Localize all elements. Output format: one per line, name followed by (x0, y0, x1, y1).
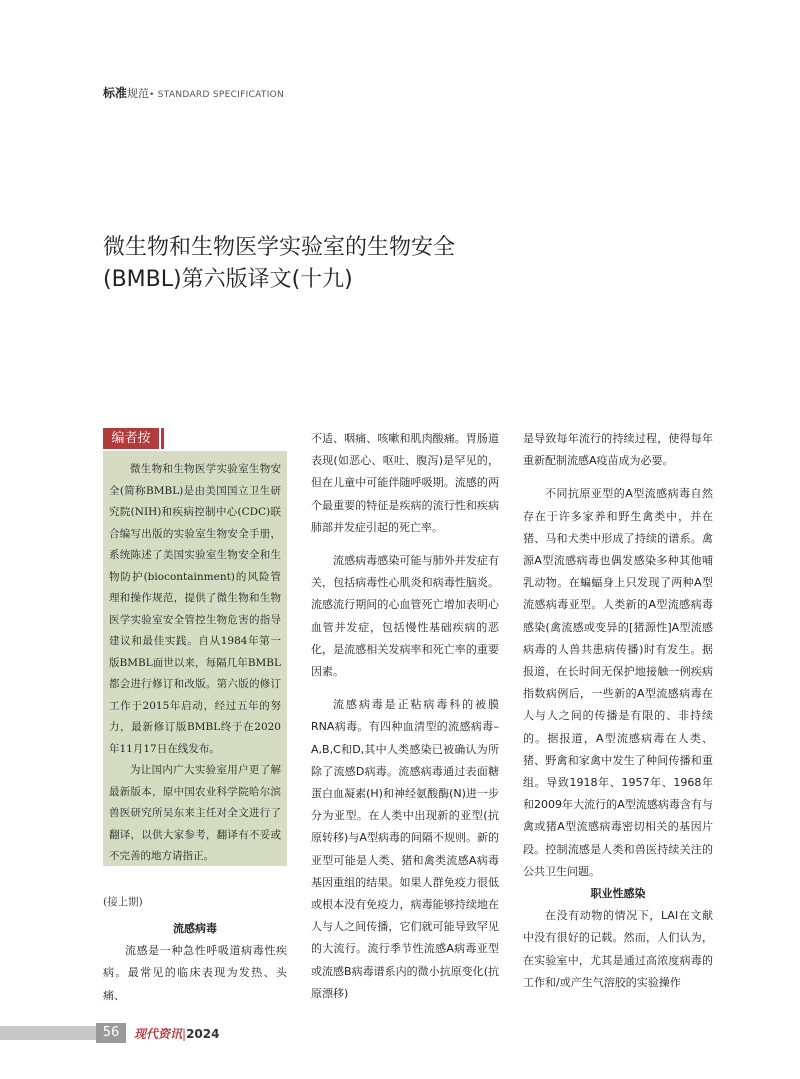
editor-note-label: 编者按 (103, 428, 159, 449)
magazine-name: 现代资讯 (134, 1027, 183, 1041)
col3-paragraph-2: 不同抗原亚型的A型流感病毒自然存在于许多家养和野生禽类中，并在猪、马和犬类中形成了持续的谱系。禽源A型流感病毒也偶发感染多种其他哺乳动物。在蝙蝠身上只发现了两种A型流感病毒亚型。人类新的A型流感病毒感染(禽流感或变异的[猪源性]A型流感病毒的人兽共患病传播)时有发生。据报道，在长时间无保护地接触一例疾病指数病例后，一些新的A型流感病毒在人与人之间的传播是有限的、非持续的。据报道，A型流感病毒在人类、猪、野禽和家禽中发生了种间传播和重组。导致1918年、1957年、1968年和2009年大流行的A型流感病毒含有与禽或猪A型流感病毒密切相关的基因片段。控制流感是人类和兽医持续关注的公共卫生问题。 (523, 487, 713, 878)
footer-separator: | (182, 1027, 187, 1041)
title-line-1: 微生物和生物医学实验室的生物安全 (103, 235, 456, 260)
column-3-text (523, 428, 713, 994)
column-1-text (103, 918, 287, 1007)
editor-note-body (103, 451, 287, 866)
column-header (103, 84, 284, 101)
footer-strip (0, 1026, 96, 1040)
col3-paragraph-1: 是导致每年流行的持续过程，使得每年重新配制流感A疫苗成为必要。 (523, 432, 713, 468)
column-en: • STANDARD SPECIFICATION (149, 90, 285, 100)
section-title-influenza: 流感病毒 (173, 922, 217, 935)
continued-note: (接上期) (103, 896, 143, 908)
footer-magazine (134, 1025, 219, 1042)
section-title-occupational: 职业性感染 (590, 887, 646, 901)
editor-note-label-bar (161, 428, 164, 449)
col2-paragraph-2: 流感病毒感染可能与肺外并发症有关，包括病毒性心肌炎和病毒性脑炎。流感流行期间的心血管死亡增加表明心血管并发症，包括慢性基础疾病的恶化，是流感相关发病率和死亡率的重要因素。 (311, 554, 499, 679)
article-title (103, 232, 455, 296)
page-number: 56 (96, 1023, 126, 1043)
footer-year: 2024 (186, 1027, 220, 1041)
editor-note-box (103, 428, 287, 866)
column-name: 标准 (103, 86, 128, 100)
col1-paragraph-1: 流感是一种急性呼吸道病毒性疾病。最常见的临床表现为发热、头痛、 (103, 944, 287, 1002)
col3-paragraph-3: 在没有动物的情况下，LAI在文献中没有很好的记载。然而，人们认为，在实验室中，尤其是通过高浓度病毒的工作和/或产生气溶胶的实验操作 (523, 909, 713, 989)
editor-note-paragraph-1: 微生物和生物医学实验室生物安全(简称BMBL)是由美国国立卫生研究院(NIH)和疾病控制中心(CDC)联合编写出版的实验室生物安全手册，系统陈述了美国实验室生物安全和生物防护(biocontainment)的风险管理和操作规范，提供了微生物和生物医学实验室安全管控生物危害的指导建议和最佳实践。自从1984年第一版BMBL面世以来，每隔几年BMBL都会进行修订和改版。第六版的修订工作于2015年启动，经过五年的努力，最新修订版BMBL终于在2020年11月17日在线发布。 (109, 463, 281, 755)
column-sub: 规范 (127, 87, 150, 100)
editor-note-paragraph-2: 为让国内广大实验室用户更了解最新版本，原中国农业科学院哈尔滨兽医研究所吴东来主任对全文进行了翻译，以供大家参考，翻译有不妥或不完善的地方请指正。 (109, 764, 281, 862)
title-line-2: (BMBL)第六版译文(十九) (103, 267, 353, 292)
col2-paragraph-1: 不适、咽痛、咳嗽和肌肉酸痛。胃肠道表现(如恶心、呕吐、腹泻)是罕见的，但在儿童中可能伴随呼吸期。流感的两个最重要的特征是疾病的流行性和疾病肺部并发症引起的死亡率。 (311, 432, 499, 534)
column-2-text (311, 428, 499, 1005)
col2-paragraph-3: 流感病毒是正粘病毒科的被膜RNA病毒。有四种血清型的流感病毒–A,B,C和D,其中人类感染已被确认为所除了流感D病毒。流感病毒通过表面糖蛋白血凝素(H)和神经氨酸酶(N)进一步分为亚型。在人类中出现新的亚型(抗原转移)与A型病毒的间隔不规则。新的亚型可能是人类、猪和禽类流感A病毒基因重组的结果。如果人群免疫力很低或根本没有免疫力，病毒能够持续地在人与人之间传播，它们就可能导致罕见的大流行。流行季节性流感A病毒亚型或流感B病毒谱系内的微小抗原变化(抗原漂移) (311, 698, 499, 1000)
